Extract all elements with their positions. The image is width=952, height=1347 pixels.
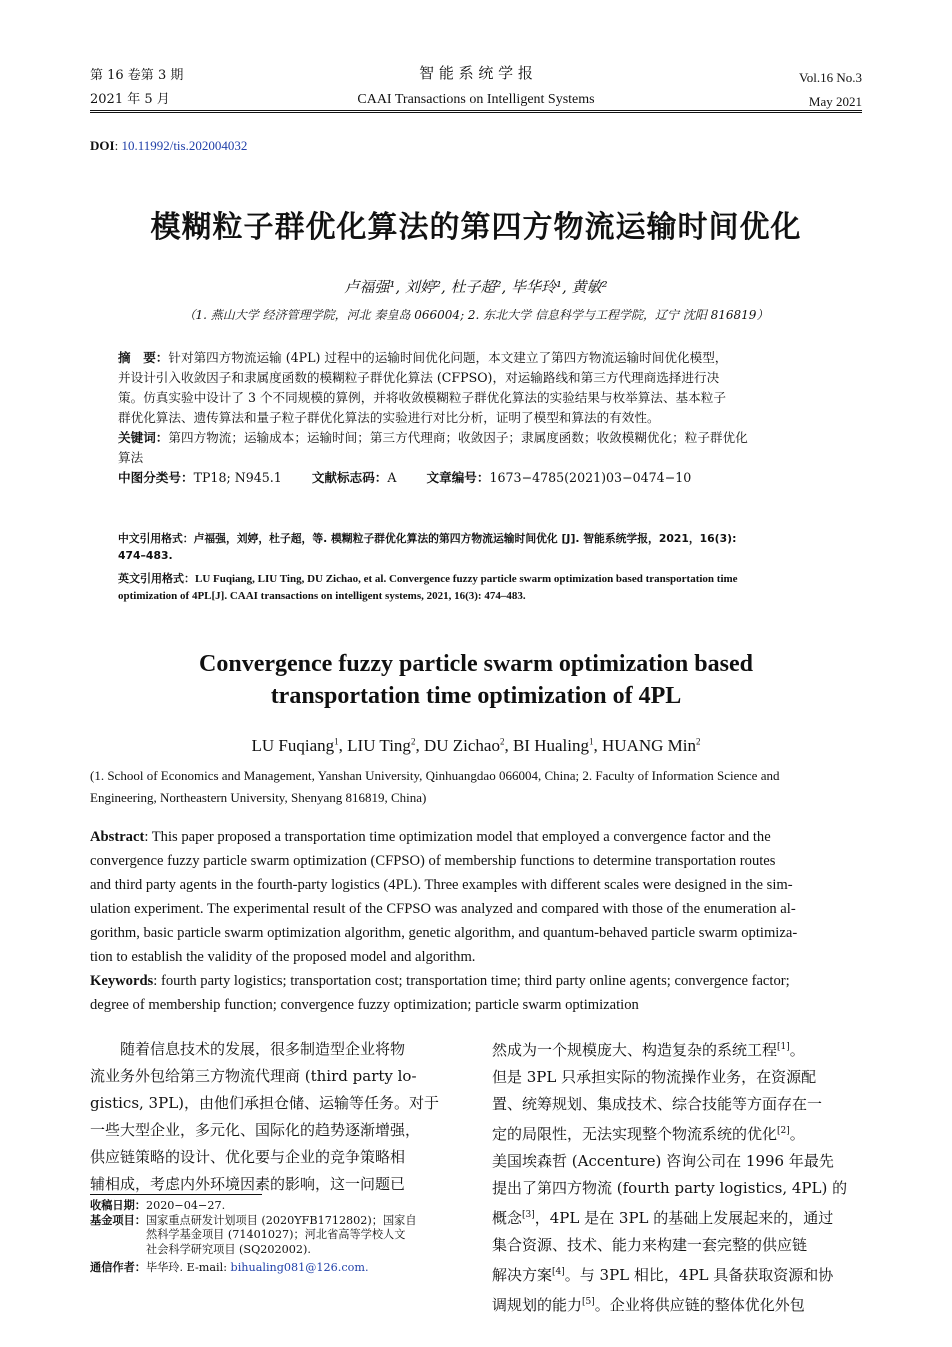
affiliation-en <box>90 765 862 809</box>
abstract-en-label: Abstract <box>90 829 145 845</box>
citation-en <box>118 571 836 605</box>
fund-text: 社会科学研究项目 (SQ202002). <box>146 1242 311 1256</box>
citation-ref[interactable]: [1] <box>777 1042 790 1052</box>
citation-ref[interactable]: [5] <box>582 1297 595 1307</box>
corresponding-author: 毕华玲. E-mail: <box>145 1261 231 1274</box>
citation-ref[interactable]: [2] <box>777 1126 790 1136</box>
body-text: 解决方案 <box>492 1266 553 1284</box>
date-en: May 2021 <box>808 94 862 109</box>
clc-label: 中图分类号： <box>118 470 194 485</box>
abstract-cn-line: 策。仿真实验中设计了 3 个不同规模的算例，并将收敛模糊粒子群优化算法的实验结果与枚举算法、基本粒子 <box>118 390 726 405</box>
keywords-en-label: Keywords <box>90 973 154 989</box>
body-line: gistics, 3PL)，由他们承担仓储、运输等任务。对于 <box>90 1094 440 1112</box>
body-right-column <box>492 1034 864 1319</box>
keywords-en-text-cont: degree of membership function; convergence fuzzy optimization; particle swarm optimization <box>90 997 639 1013</box>
title-en-line: transportation time optimization of 4PL <box>270 683 682 709</box>
body-line <box>492 1148 864 1175</box>
citation-en-line: 英文引用格式：LU Fuqiang, LIU Ting, DU Zichao, et al. Convergence fuzzy particle swarm optimization based transportation time <box>118 573 738 585</box>
header-rule <box>90 110 862 111</box>
author-sup: 2 <box>695 736 701 747</box>
received-date: 2020−04−27. <box>145 1199 226 1212</box>
header-rule-second <box>90 112 862 113</box>
body-text: 。与 3PL 相比，4PL 具备获取资源和协 <box>564 1266 834 1284</box>
fund-text: 然科学基金项目 (71401027)；河北省高等学校人文 <box>146 1228 406 1241</box>
author-en: DU Zichao <box>423 736 500 755</box>
keywords-cn-text: 第四方物流；运输成本；运输时间；第三方代理商；收敛因子；隶属度函数；收敛模糊优化；粒子群优化 <box>168 430 748 445</box>
journal-name-en: CAAI Transactions on Intelligent Systems <box>357 92 595 107</box>
abstract-en <box>90 825 862 1017</box>
body-line: 随着信息技术的发展，很多制造型企业将物 <box>90 1040 406 1058</box>
body-text: 美国埃森哲 (Accenture) 咨询公司在 1996 年最先 <box>492 1152 834 1170</box>
abstract-cn-label: 摘 要： <box>118 350 169 365</box>
authors-en: LU Fuqiang$^1$, LIU Ting$^2$, DU Zichao$^2$, BI Hualing$^1$, HUANG Min$^2$ <box>251 736 701 755</box>
abstract-cn-line: 针对第四方物流运输 (4PL) 过程中的运输时间优化问题，本文建立了第四方物流运输时间优化模型， <box>168 350 728 365</box>
authors-cn: 卢福强¹, 刘婷², 杜子超², 毕华玲¹, 黄敏² <box>344 278 608 296</box>
classification-row <box>118 468 836 488</box>
abstract-en-line: gorithm, basic particle swarm optimization algorithm, genetic algorithm, and quantum-behaved particle swarm optimiza- <box>90 925 798 941</box>
citation-cn-line: 中文引用格式：卢福强，刘婷，杜子超，等. 模糊粒子群优化算法的第四方物流运输时间优化 [J]. 智能系统学报，2021，16(3): <box>118 532 737 545</box>
volume-issue-en: Vol.16 No.3 <box>799 70 862 85</box>
body-line <box>492 1202 864 1232</box>
body-text: 调规划的能力 <box>492 1296 583 1314</box>
author-sup: 1 <box>588 736 594 747</box>
author-en: LU Fuqiang <box>251 736 335 755</box>
doc-code-value: A <box>387 470 397 485</box>
keywords-cn-label: 关键词： <box>118 430 169 445</box>
body-line <box>492 1064 864 1091</box>
body-line: 供应链策略的设计、优化要与企业的竞争策略相 <box>90 1148 406 1166</box>
body-line: 一些大型企业，多元化、国际化的趋势逐渐增强， <box>90 1121 421 1139</box>
title-en <box>0 648 952 712</box>
fund-label: 基金项目： <box>90 1213 146 1227</box>
author-en: LIU Ting <box>347 736 411 755</box>
clc-value: TP18; N945.1 <box>193 470 282 485</box>
footnote-rule <box>90 1194 262 1195</box>
footnotes <box>90 1199 462 1276</box>
received-label: 收稿日期： <box>90 1199 146 1212</box>
body-text: 提出了第四方物流 (fourth party logistics, 4PL) 的 <box>492 1179 848 1197</box>
doi-link[interactable]: 10.11992/tis.202004032 <box>121 138 248 153</box>
body-text: 集合资源、技术、能力来构建一套完整的供应链 <box>492 1236 808 1254</box>
article-no-value: 1673−4785(2021)03−0474−10 <box>489 470 692 485</box>
body-text: 但是 3PL 只承担实际的物流操作业务，在资源配 <box>492 1068 817 1086</box>
date-cn: 2021 年 5 月 <box>90 92 170 107</box>
affiliation-en-line: (1. School of Economics and Management, Yanshan University, Qinhuangdao 066004, China; 2. Faculty of Information Science and <box>90 768 780 783</box>
author-sup: 1 <box>334 736 339 747</box>
body-text: 。 <box>789 1041 805 1059</box>
body-line <box>492 1034 864 1064</box>
body-left-column <box>90 1036 462 1198</box>
body-text: 。企业将供应链的整体优化外包 <box>594 1296 805 1314</box>
affiliation-en-line: Engineering, Northeastern University, Shenyang 816819, China) <box>90 790 427 805</box>
abstract-en-line: tion to establish the validity of the proposed model and algorithm. <box>90 949 476 965</box>
body-text: ，4PL 是在 3PL 的基础上发展起来的，通过 <box>534 1209 834 1227</box>
author-en: HUANG Min <box>601 736 696 755</box>
email-link[interactable]: bihualing081@126.com. <box>230 1261 369 1274</box>
body-text: 然成为一个规模庞大、构造复杂的系统工程 <box>492 1041 778 1059</box>
abstract-en-line: and third party agents in the fourth-party logistics (4PL). Three examples with different scales were designed in the sim- <box>90 877 793 893</box>
body-line <box>492 1259 864 1289</box>
citation-cn-line: 474–483. <box>118 549 173 562</box>
corresponding-label: 通信作者： <box>90 1261 146 1274</box>
body-line <box>492 1118 864 1148</box>
author-en: BI Hualing <box>512 736 589 755</box>
abstract-cn-line: 群优化算法、遗传算法和量子粒子群优化算法的实验进行对比分析，证明了模型和算法的有效性。 <box>118 410 660 425</box>
citation-en-line: optimization of 4PL[J]. CAAI transactions on intelligent systems, 2021, 16(3): 474–483. <box>118 590 526 602</box>
journal-name-cn: 智 能 系 统 学 报 <box>419 64 533 82</box>
citation-ref[interactable]: [3] <box>522 1210 535 1220</box>
abstract-cn <box>118 348 836 488</box>
fund-text: 国家重点研发计划项目 (2020YFB1712802)；国家自 <box>145 1213 417 1227</box>
title-cn: 模糊粒子群优化算法的第四方物流运输时间优化 <box>150 210 802 245</box>
author-sup: 2 <box>499 736 505 747</box>
title-en-line: Convergence fuzzy particle swarm optimization based <box>199 651 753 677</box>
doi-label: DOI <box>90 138 115 153</box>
abstract-cn-line: 并设计引入收敛因子和隶属度函数的模糊粒子群优化算法 (CFPSO)，对运输路线和第三方代理商选择进行决 <box>118 370 720 385</box>
body-text: 置、统筹规划、集成技术、综合技能等方面存在一 <box>492 1095 823 1113</box>
abstract-en-line: : This paper proposed a transportation time optimization model that employed a convergence factor and the <box>144 829 771 845</box>
body-line <box>492 1289 864 1319</box>
body-text: 。 <box>789 1125 805 1143</box>
affiliation-cn: （1. 燕山大学 经济管理学院，河北 秦皇岛 066004; 2. 东北大学 信息科学与工程学院，辽宁 沈阳 816819） <box>183 308 769 322</box>
citation-ref[interactable]: [4] <box>552 1267 565 1277</box>
doc-code-label: 文献标志码： <box>311 470 388 485</box>
author-sup: 2 <box>410 736 416 747</box>
abstract-en-line: ulation experiment. The experimental result of the CFPSO was analyzed and compared with those of the enumeration al- <box>90 901 796 917</box>
volume-issue-cn: 第 16 卷第 3 期 <box>90 68 184 83</box>
body-line: 流业务外包给第三方物流代理商 (third party lo- <box>90 1067 417 1085</box>
body-line <box>492 1091 864 1118</box>
article-no-label: 文章编号： <box>426 470 490 485</box>
body-line <box>492 1175 864 1202</box>
body-line <box>492 1232 864 1259</box>
body-text: 概念 <box>492 1209 523 1227</box>
body-line: 辅相成，考虑内外环境因素的影响，这一问题已 <box>90 1175 406 1193</box>
citation-cn <box>118 530 836 564</box>
body-text: 定的局限性，无法实现整个物流系统的优化 <box>492 1125 778 1143</box>
abstract-en-line: convergence fuzzy particle swarm optimization (CFPSO) of membership functions to determine transportation routes <box>90 853 776 869</box>
doi: DOI: 10.11992/tis.202004032 <box>90 138 248 153</box>
keywords-cn-text-cont: 算法 <box>118 450 144 465</box>
keywords-en-text: : fourth party logistics; transportation cost; transportation time; third party online agents; convergence factor; <box>153 973 790 989</box>
